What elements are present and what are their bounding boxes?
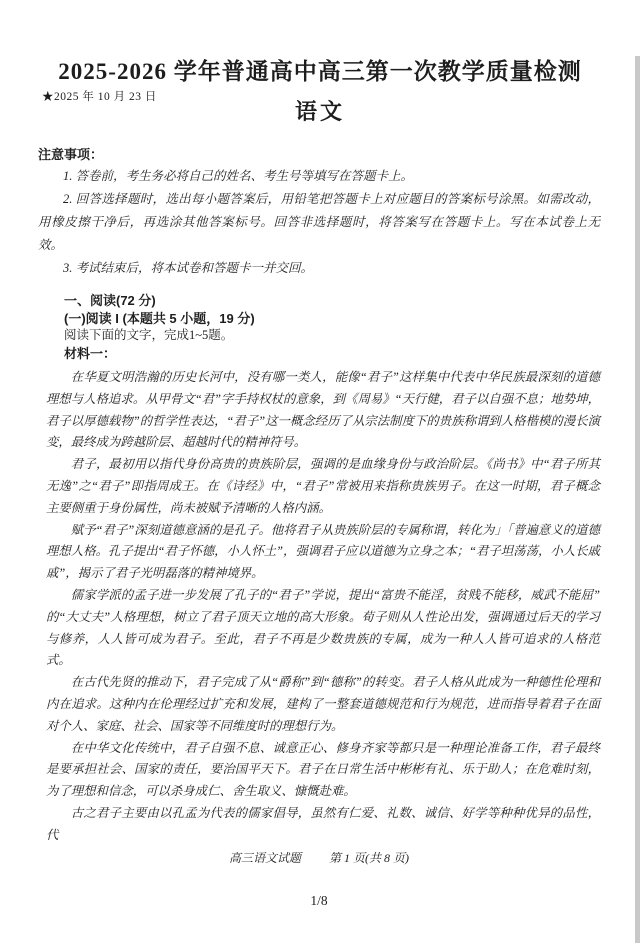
subject-title: 语文 (294, 99, 345, 124)
notice-item: 1. 答卷前，考生务必将自己的姓名、考生号等填写在答题卡上。 (63, 169, 414, 183)
notice-block (38, 144, 600, 280)
notice-item: 3. 考试结束后，将本试卷和答题卡一并交回。 (63, 261, 314, 275)
exam-title: 2025-2026 学年普通高中高三第一次教学质量检测 (58, 59, 582, 84)
subpart-heading: (一)阅读 I (本题共 5 小题，19 分) (64, 310, 255, 326)
passage-paragraph: 君子，最初用以指代身份高贵的贵族阶层，强调的是血缘身份与政治阶层。《尚书》中“君子所其无逸”之“君子”即指周成王。在《诗经》中，“君子”常被用来指称贵族男子。在这一时期，君子概念主要侧重于身份属性，尚未被赋予清晰的人格内涵。 (46, 457, 600, 515)
material-label: 材料一： (64, 345, 117, 361)
page-indicator: 1/8 (310, 892, 328, 908)
passage-paragraph: 在华夏文明浩瀚的历史长河中，没有哪一类人，能像“君子”这样集中代表中华民族最深刻的道德理想与人格追求。从甲骨文“君”字手持权杖的意象，到《周易》“天行健，君子以自强不息；地势坤，君子以厚德载物”的哲学性表达，“君子”这一概念经历了从宗法制度下的贵族称谓到人格楷模的漫长演变，最终成为跨越阶层、超越时代的精神符号。 (46, 370, 600, 450)
passage-instruction: 阅读下面的文字，完成1~5题。 (64, 328, 234, 342)
notice-item: 2. 回答选择题时，选出每小题答案后，用铅笔把答题卡上对应题目的答案标号涂黑。如需改动，用橡皮擦干净后，再选涂其他答案标号。回答非选择题时，将答案写在答题卡上。写在本试卷上无效。 (38, 192, 600, 252)
passage-paragraph: 赋予“君子”深刻道德意涵的是孔子。他将君子从贵族阶层的专属称谓，转化为」「普遍意义的道德理想人格。孔子提出“君子怀德，小人怀土”，强调君子应以道德为立身之本；“君子坦荡荡，小人长戚戚”，揭示了君子光明磊落的精神境界。 (46, 522, 600, 581)
star-icon: ★ (42, 91, 54, 103)
passage-paragraph: 在中华文化传统中，君子自强不息、诚意正心、修身齐家等都只是一种理论准备工作，君子最终是要承担社会、国家的责任，要治国平天下。君子在日常生活中彬彬有礼、乐于助人；在危难时刻，为了理想和信念，可以杀身成仁、舍生取义、慷慨赴难。 (46, 740, 600, 799)
reading-passage (46, 367, 600, 847)
footer-doc-title: 高三语文试题 (228, 850, 301, 865)
section-headings (64, 292, 600, 362)
part-heading: 一、阅读(72 分) (64, 293, 156, 308)
date-line (42, 88, 157, 104)
passage-paragraph: 在古代先贤的推动下，君子完成了从“爵称”到“德称”的转变。君子人格从此成为一种德性伦理和内在追求。这种内在伦理经过扩充和发展，建构了一整套道德规范和行为规范，进而指导着君子在面对个人、家庭、社会、国家等不同维度时的理想行为。 (46, 675, 600, 733)
passage-paragraph: 古之君子主要由以孔孟为代表的儒家倡导，虽然有仁爱、礼数、诚信、好学等种种优异的品性，代 (46, 805, 600, 842)
notice-heading: 注意事项： (38, 147, 104, 162)
scan-edge-strip (635, 56, 640, 943)
exam-paper-page (0, 56, 640, 943)
page-content (0, 144, 640, 910)
date-text: 2025 年 10 月 23 日 (54, 91, 157, 103)
footer-page-label: 第 1 页(共 8 页) (329, 850, 409, 865)
doc-footer (38, 849, 600, 867)
passage-paragraph: 儒家学派的孟子进一步发展了孔子的“君子”学说，提出“富贵不能淫，贫贱不能移，威武不能屈”的“大丈夫”人格理想，树立了君子顶天立地的高大形象。荀子则从人性论出发，强调通过后天的学习与修养，人人皆可成为君子。至此，君子不再是少数贵族的专属，成为一种人人皆可追求的人格范式。 (46, 587, 600, 668)
